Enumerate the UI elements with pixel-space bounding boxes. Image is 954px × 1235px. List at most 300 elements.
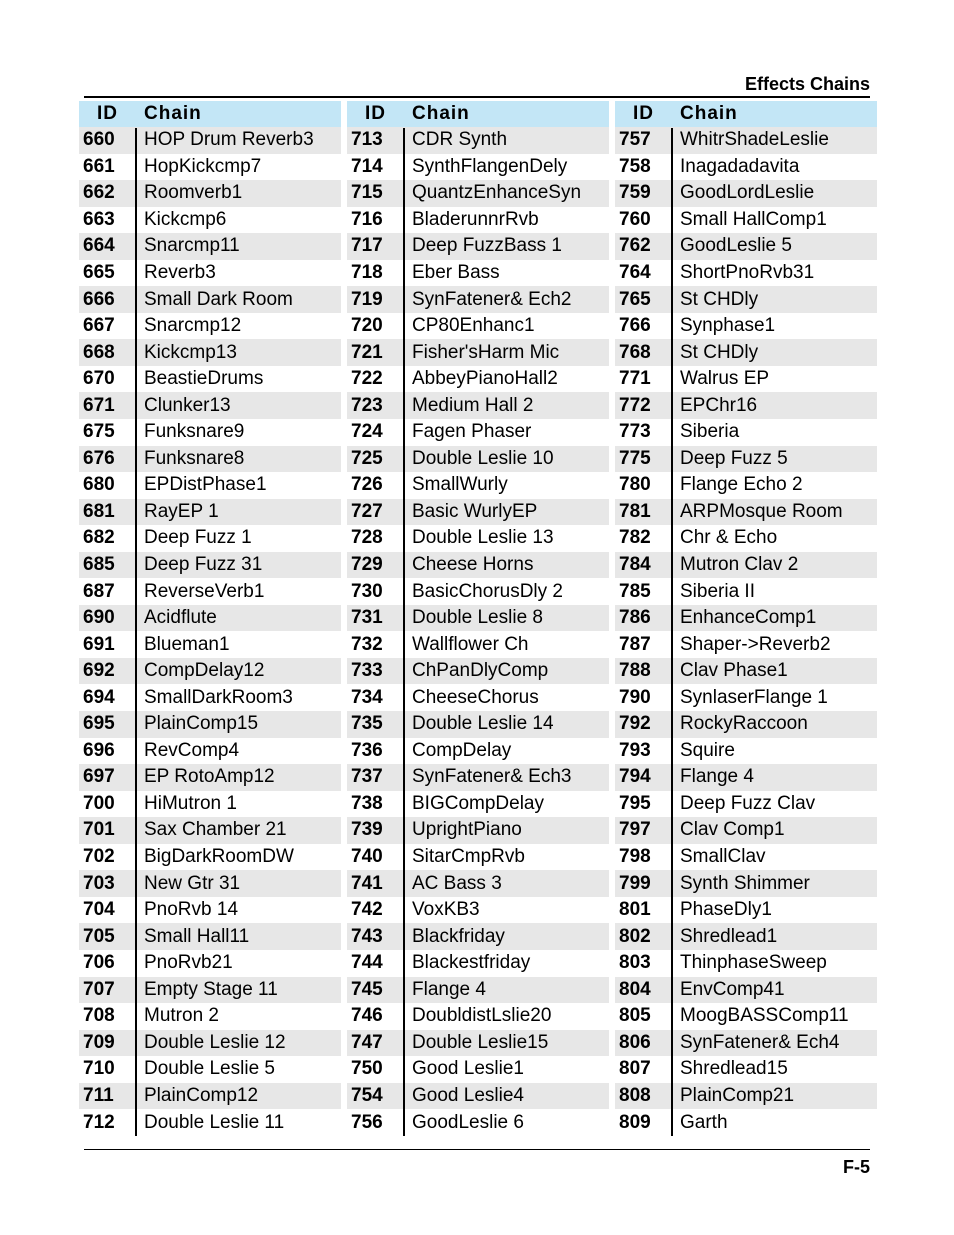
table-row — [79, 392, 341, 419]
chain-name: BeastieDrums — [144, 368, 264, 390]
chain-id: 690 — [83, 607, 115, 629]
chain-id: 676 — [83, 447, 115, 469]
table-row — [615, 684, 877, 711]
table-row — [79, 870, 341, 897]
chain-id: 685 — [83, 554, 115, 576]
chain-name: SynlaserFlange 1 — [680, 686, 828, 708]
column-divider — [403, 128, 405, 1136]
chain-id: 740 — [351, 846, 383, 868]
chain-id: 694 — [83, 686, 115, 708]
table-row — [615, 658, 877, 685]
chain-id: 717 — [351, 235, 383, 257]
chain-id: 760 — [619, 208, 651, 230]
chain-name: Shaper->Reverb2 — [680, 633, 831, 655]
chain-id: 795 — [619, 792, 651, 814]
table-row — [347, 1109, 609, 1136]
table-row — [347, 525, 609, 552]
chain-id: 807 — [619, 1058, 651, 1080]
chain-name: EnhanceComp1 — [680, 607, 817, 629]
chain-id: 743 — [351, 925, 383, 947]
chain-id: 738 — [351, 792, 383, 814]
table-row — [79, 817, 341, 844]
chain-name: Eber Bass — [412, 262, 500, 283]
table-row — [79, 605, 341, 632]
chain-id: 666 — [83, 288, 115, 310]
chain-id: 722 — [351, 368, 383, 390]
chain-name: ChPanDlyComp — [412, 660, 549, 682]
chain-name: CDR Synth — [412, 129, 508, 151]
table-row — [79, 578, 341, 605]
chain-name: SynFatener& Ech3 — [412, 766, 572, 788]
chain-name: Funksnare9 — [144, 421, 245, 443]
chain-id: 786 — [619, 607, 651, 629]
chain-name: SmallWurly — [412, 474, 508, 496]
chain-id: 663 — [83, 208, 115, 230]
chain-name: EPChr16 — [680, 394, 758, 416]
chain-name: Kickcmp6 — [144, 208, 227, 230]
table-row — [615, 1083, 877, 1110]
column-header — [79, 101, 341, 127]
table-row — [347, 127, 609, 154]
chain-name: CP80Enhanc1 — [412, 315, 535, 337]
chain-name: Kickcmp13 — [144, 341, 237, 363]
table-row — [615, 286, 877, 313]
chain-name: Garth — [680, 1111, 728, 1133]
table-row — [79, 366, 341, 393]
chain-id: 746 — [351, 1005, 383, 1027]
chain-id: 661 — [83, 155, 115, 177]
chain-name: RockyRaccoon — [680, 713, 808, 735]
table-row — [615, 1056, 877, 1083]
chain-name: Synth Shimmer — [680, 872, 810, 894]
table-row — [615, 1109, 877, 1136]
table-row — [347, 977, 609, 1004]
chain-id: 715 — [351, 182, 383, 204]
table-row — [347, 684, 609, 711]
chain-name: ARPMosque Room — [680, 500, 843, 522]
chain-id: 771 — [619, 368, 651, 390]
table-row — [79, 1003, 341, 1030]
table-row — [615, 180, 877, 207]
chain-id: 735 — [351, 713, 383, 735]
table-row — [615, 1030, 877, 1057]
chain-id: 716 — [351, 208, 383, 230]
chain-name: DoubldistLslie20 — [412, 1005, 552, 1027]
chain-id: 781 — [619, 500, 651, 522]
chain-id: 670 — [83, 368, 115, 390]
chain-id: 754 — [351, 1084, 383, 1106]
table-row — [79, 658, 341, 685]
chain-name: Flange Echo 2 — [680, 474, 803, 496]
table-row — [79, 127, 341, 154]
chain-id: 734 — [351, 686, 383, 708]
chain-name: HOP Drum Reverb3 — [144, 129, 314, 151]
table-row — [615, 260, 877, 287]
table-row — [79, 154, 341, 181]
chain-name: Shredlead1 — [680, 925, 778, 947]
table-row — [79, 1109, 341, 1136]
chain-name: St CHDly — [680, 341, 759, 363]
chain-name: Fisher'sHarm Mic — [412, 341, 560, 363]
chain-name: RayEP 1 — [144, 500, 219, 522]
chain-name: ReverseVerb1 — [144, 580, 265, 602]
table-row — [79, 950, 341, 977]
table-row — [347, 472, 609, 499]
chain-id: 700 — [83, 792, 115, 814]
table-row — [347, 738, 609, 765]
chain-id: 725 — [351, 447, 383, 469]
chain-name: Blueman1 — [144, 633, 230, 655]
table-row — [347, 446, 609, 473]
chain-id: 660 — [83, 129, 115, 151]
chain-id: 680 — [83, 474, 115, 496]
chain-name: Small Hall11 — [144, 925, 250, 947]
chain-name: QuantzEnhanceSyn — [412, 182, 582, 204]
table-row — [615, 525, 877, 552]
chain-name: Double Leslie 11 — [144, 1111, 285, 1133]
table-row — [615, 844, 877, 871]
chain-name: Double Leslie 10 — [412, 447, 554, 469]
chain-name: Shredlead15 — [680, 1058, 788, 1080]
table-row — [347, 552, 609, 579]
chain-name: GoodLeslie 6 — [412, 1111, 524, 1133]
chain-id: 756 — [351, 1111, 383, 1133]
table-row — [79, 738, 341, 765]
chain-id: 711 — [83, 1084, 114, 1106]
chain-id: 790 — [619, 686, 651, 708]
chain-id: 773 — [619, 421, 651, 443]
chain-name: Good Leslie1 — [412, 1058, 524, 1080]
chain-name: Double Leslie 5 — [144, 1058, 275, 1080]
chain-id: 766 — [619, 315, 651, 337]
chain-name: Inagadadavita — [680, 155, 800, 177]
chain-name: Good Leslie4 — [412, 1084, 524, 1106]
chain-name: Clav Phase1 — [680, 660, 788, 682]
chain-id: 808 — [619, 1084, 651, 1106]
chain-id: 727 — [351, 500, 383, 522]
chain-id: 788 — [619, 660, 651, 682]
table-row — [347, 366, 609, 393]
column-divider — [135, 128, 137, 1136]
chain-name: Cheese Horns — [412, 554, 534, 576]
chain-name: PhaseDly1 — [680, 899, 772, 921]
table-row — [347, 339, 609, 366]
id-header: ID — [633, 103, 654, 124]
table-row — [347, 1030, 609, 1057]
chain-name: Blackestfriday — [412, 952, 531, 974]
table-row — [79, 180, 341, 207]
table-row — [79, 684, 341, 711]
chain-id: 681 — [83, 500, 115, 522]
chain-id: 713 — [351, 129, 383, 151]
chain-name: EP RotoAmp12 — [144, 766, 275, 788]
chain-name: UprightPiano — [412, 819, 522, 841]
table-row — [347, 1056, 609, 1083]
table-row — [347, 260, 609, 287]
table-row — [347, 499, 609, 526]
chain-id: 721 — [351, 341, 383, 363]
chain-id: 757 — [619, 129, 651, 151]
chain-name: Deep Fuzz Clav — [680, 792, 816, 814]
chain-name: BladerunnrRvb — [412, 208, 539, 230]
chain-id: 668 — [83, 341, 115, 363]
table-row — [79, 1083, 341, 1110]
table-column-2 — [347, 101, 609, 1136]
chain-name: AC Bass 3 — [412, 872, 502, 894]
chain-id: 762 — [619, 235, 651, 257]
table-row — [347, 631, 609, 658]
chain-name: PlainComp15 — [144, 713, 259, 735]
chain-id: 709 — [83, 1031, 115, 1053]
chain-id: 724 — [351, 421, 383, 443]
chain-name: Small Dark Room — [144, 288, 293, 310]
id-header: ID — [365, 103, 386, 124]
table-row — [79, 923, 341, 950]
table-row — [79, 339, 341, 366]
chain-id: 780 — [619, 474, 651, 496]
table-row — [615, 1003, 877, 1030]
table-row — [347, 180, 609, 207]
chain-name: SmallClav — [680, 846, 766, 868]
table-row — [615, 339, 877, 366]
chain-name: Funksnare8 — [144, 447, 245, 469]
chain-name: Mutron Clav 2 — [680, 554, 799, 576]
chain-name: CheeseChorus — [412, 686, 539, 708]
chain-id: 664 — [83, 235, 115, 257]
chain-name: MoogBASSComp11 — [680, 1005, 849, 1027]
chain-id: 797 — [619, 819, 651, 841]
chain-id: 801 — [619, 899, 651, 921]
chain-name: Flange 4 — [412, 978, 486, 1000]
chain-id: 794 — [619, 766, 651, 788]
chain-name: Chr & Echo — [680, 527, 778, 549]
chain-id: 732 — [351, 633, 383, 655]
table-row — [347, 605, 609, 632]
chain-name: Double Leslie 13 — [412, 527, 554, 549]
chain-id: 799 — [619, 872, 651, 894]
table-row — [615, 817, 877, 844]
table-row — [615, 631, 877, 658]
chain-id: 726 — [351, 474, 383, 496]
chain-name: Flange 4 — [680, 766, 754, 788]
table-row — [347, 950, 609, 977]
chain-id: 765 — [619, 288, 651, 310]
chain-name: Medium Hall 2 — [412, 394, 534, 416]
chain-name: CompDelay12 — [144, 660, 265, 682]
chain-id: 739 — [351, 819, 383, 841]
chain-id: 742 — [351, 899, 383, 921]
chain-name: Squire — [680, 739, 735, 761]
chain-id: 729 — [351, 554, 383, 576]
chain-id: 718 — [351, 262, 383, 283]
table-row — [79, 286, 341, 313]
table-row — [347, 764, 609, 791]
chain-name: Snarcmp11 — [144, 235, 240, 257]
chain-header: Chain — [412, 103, 470, 124]
table-row — [615, 977, 877, 1004]
chain-name: Clav Comp1 — [680, 819, 785, 841]
chain-name: Siberia II — [680, 580, 755, 602]
chain-name: SynthFlangenDely — [412, 155, 568, 177]
table-row — [79, 419, 341, 446]
chain-id: 730 — [351, 580, 383, 602]
chain-name: Reverb3 — [144, 262, 216, 283]
chain-id: 736 — [351, 739, 383, 761]
table-row — [615, 207, 877, 234]
chain-name: Empty Stage 11 — [144, 978, 278, 1000]
table-row — [615, 923, 877, 950]
chain-id: 775 — [619, 447, 651, 469]
chain-name: Basic WurlyEP — [412, 500, 538, 522]
bottom-rule — [84, 1149, 870, 1150]
chain-name: New Gtr 31 — [144, 872, 241, 894]
chain-id: 782 — [619, 527, 651, 549]
chain-id: 731 — [351, 607, 383, 629]
table-row — [79, 499, 341, 526]
chain-name: Deep Fuzz 31 — [144, 554, 263, 576]
chain-header: Chain — [144, 103, 202, 124]
table-row — [79, 207, 341, 234]
chain-id: 792 — [619, 713, 651, 735]
table-row — [615, 127, 877, 154]
chain-name: Clunker13 — [144, 394, 231, 416]
chain-name: Wallflower Ch — [412, 633, 529, 655]
chain-id: 793 — [619, 739, 651, 761]
chain-id: 805 — [619, 1005, 651, 1027]
table-row — [79, 446, 341, 473]
table-row — [347, 419, 609, 446]
chain-name: SynFatener& Ech2 — [412, 288, 572, 310]
table-row — [615, 605, 877, 632]
chain-id: 741 — [351, 872, 383, 894]
table-row — [615, 233, 877, 260]
chain-id: 675 — [83, 421, 115, 443]
chain-id: 692 — [83, 660, 115, 682]
chain-name: WhitrShadeLeslie — [680, 129, 829, 151]
chain-name: SitarCmpRvb — [412, 846, 525, 868]
table-row — [347, 286, 609, 313]
chain-name: BasicChorusDly 2 — [412, 580, 563, 602]
chain-name: Synphase1 — [680, 315, 776, 337]
chain-id: 687 — [83, 580, 115, 602]
chain-name: EnvComp41 — [680, 978, 785, 1000]
chain-name: AbbeyPianoHall2 — [412, 368, 558, 390]
table-row — [615, 392, 877, 419]
table-row — [347, 658, 609, 685]
chain-id: 708 — [83, 1005, 115, 1027]
chain-id: 806 — [619, 1031, 651, 1053]
chain-name: Double Leslie15 — [412, 1031, 549, 1053]
chain-name: SynFatener& Ech4 — [680, 1031, 840, 1053]
page-number: F-5 — [843, 1157, 870, 1177]
chain-name: Deep Fuzz 5 — [680, 447, 788, 469]
table-row — [615, 870, 877, 897]
chain-name: GoodLeslie 5 — [680, 235, 792, 257]
chain-id: 714 — [351, 155, 383, 177]
table-row — [347, 154, 609, 181]
chain-name: Acidflute — [144, 607, 217, 629]
table-row — [79, 844, 341, 871]
table-row — [615, 738, 877, 765]
chain-id: 704 — [83, 899, 115, 921]
chain-name: GoodLordLeslie — [680, 182, 815, 204]
table-row — [347, 923, 609, 950]
chain-id: 803 — [619, 952, 651, 974]
table-row — [79, 791, 341, 818]
chain-id: 706 — [83, 952, 115, 974]
chain-id: 737 — [351, 766, 383, 788]
table-row — [347, 207, 609, 234]
table-row — [615, 791, 877, 818]
table-row — [347, 791, 609, 818]
chain-id: 772 — [619, 394, 651, 416]
chain-id: 667 — [83, 315, 115, 337]
chain-id: 720 — [351, 315, 383, 337]
table-row — [347, 392, 609, 419]
chain-name: Snarcmp12 — [144, 315, 242, 337]
chain-id: 798 — [619, 846, 651, 868]
chain-name: Double Leslie 14 — [412, 713, 554, 735]
table-row — [347, 233, 609, 260]
chain-name: Blackfriday — [412, 925, 505, 947]
chain-header: Chain — [680, 103, 738, 124]
table-row — [615, 366, 877, 393]
table-row — [79, 977, 341, 1004]
table-row — [79, 1030, 341, 1057]
table-row — [79, 525, 341, 552]
chain-name: CompDelay — [412, 739, 512, 761]
table-row — [615, 578, 877, 605]
table-row — [615, 897, 877, 924]
chain-name: PnoRvb 14 — [144, 899, 239, 921]
chain-name: ShortPnoRvb31 — [680, 262, 815, 283]
chain-name: Small HallComp1 — [680, 208, 827, 230]
chain-id: 671 — [83, 394, 115, 416]
chain-id: 809 — [619, 1111, 651, 1133]
chain-id: 665 — [83, 262, 115, 283]
chain-id: 682 — [83, 527, 115, 549]
chain-id: 719 — [351, 288, 383, 310]
chain-name: SmallDarkRoom3 — [144, 686, 293, 708]
chain-name: RevComp4 — [144, 739, 240, 761]
table-row — [347, 1003, 609, 1030]
chain-id: 728 — [351, 527, 383, 549]
chain-name: HopKickcmp7 — [144, 155, 262, 177]
table-row — [615, 472, 877, 499]
table-row — [347, 870, 609, 897]
chain-name: Deep Fuzz 1 — [144, 527, 252, 549]
chain-name: Siberia — [680, 421, 740, 443]
table-row — [79, 233, 341, 260]
top-rule — [84, 96, 870, 98]
chain-name: PlainComp21 — [680, 1084, 795, 1106]
chain-name: Walrus EP — [680, 368, 770, 390]
chain-name: HiMutron 1 — [144, 792, 237, 814]
table-row — [79, 897, 341, 924]
table-row — [79, 711, 341, 738]
chain-id: 802 — [619, 925, 651, 947]
chain-id: 804 — [619, 978, 651, 1000]
table-row — [79, 1056, 341, 1083]
table-row — [79, 313, 341, 340]
table-row — [347, 1083, 609, 1110]
chain-id: 712 — [83, 1111, 115, 1133]
column-header — [615, 101, 877, 127]
table-row — [347, 897, 609, 924]
chain-id: 710 — [83, 1058, 115, 1080]
chain-id: 707 — [83, 978, 115, 1000]
chain-id: 697 — [83, 766, 115, 788]
